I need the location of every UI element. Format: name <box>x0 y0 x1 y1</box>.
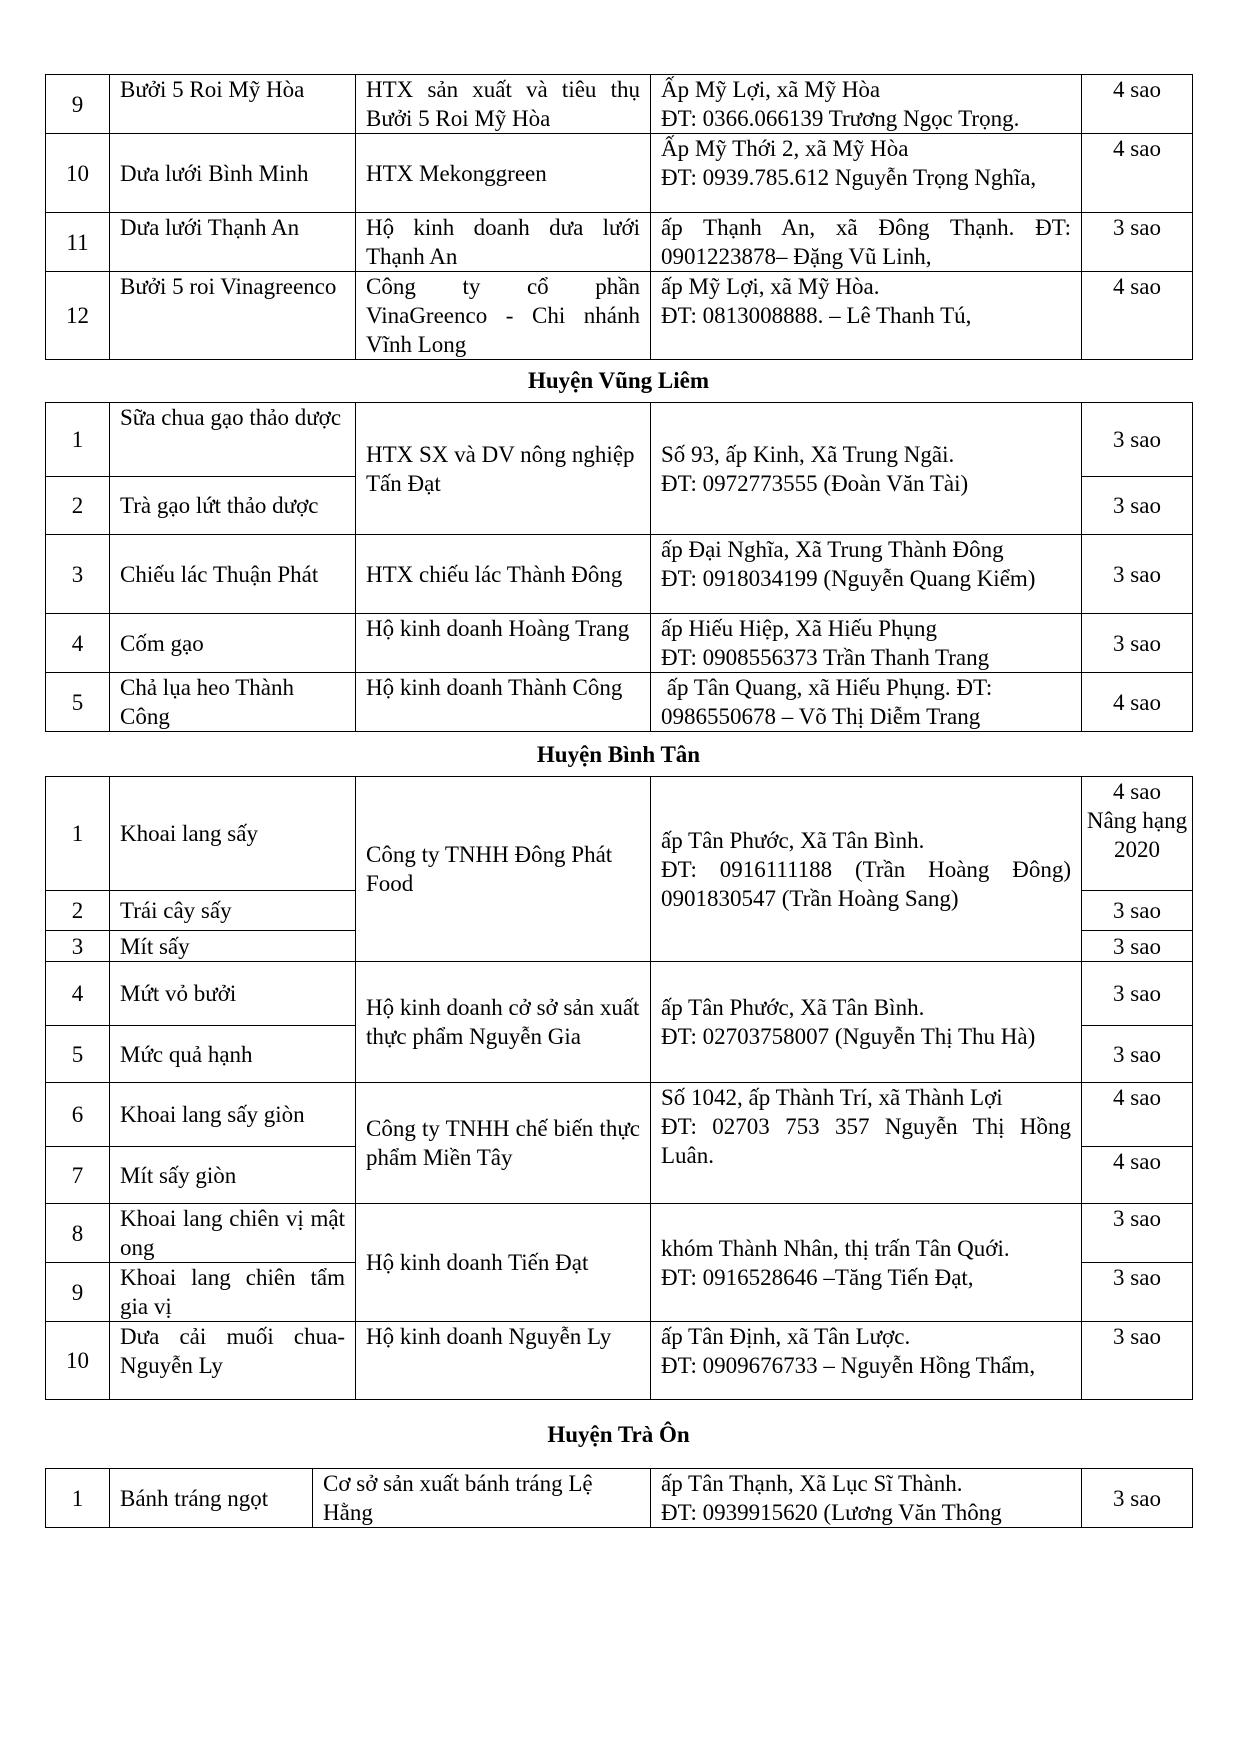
section-heading-vung-liem: Huyện Vũng Liêm <box>527 368 710 393</box>
row-number: 1 <box>46 403 110 477</box>
producer-name: Hộ kinh doanh Tiến Đạt <box>356 1204 651 1322</box>
table-row <box>46 403 1193 477</box>
product-name: Khoai lang chiên tẩm gia vị <box>110 1263 356 1322</box>
table-row <box>46 1083 1193 1147</box>
row-number: 9 <box>46 75 110 134</box>
table-row <box>46 272 1193 360</box>
table-row <box>46 134 1193 213</box>
star-rating: 3 sao <box>1082 931 1193 962</box>
product-name: Mức quả hạnh <box>110 1026 356 1083</box>
address-phone: Số 1042, ấp Thành Trí, xã Thành Lợi ĐT: 02703 753 357 Nguyễn Thị Hồng Luân. <box>651 1083 1082 1204</box>
product-name: Bánh tráng ngọt <box>110 1469 313 1528</box>
products-table-tra-on <box>45 1468 1193 1528</box>
table-row <box>46 962 1193 1026</box>
product-name: Khoai lang chiên vị mật ong <box>110 1204 356 1263</box>
star-rating: 4 sao <box>1082 673 1193 732</box>
producer-name: HTX Mekonggreen <box>356 134 651 213</box>
star-rating: 4 sao <box>1082 75 1193 134</box>
star-rating: 4 sao Nâng hạng 2020 <box>1082 777 1193 891</box>
producer-name: Công ty TNHH chế biến thực phẩm Miền Tây <box>356 1083 651 1204</box>
table-row <box>46 75 1193 134</box>
product-name: Trà gạo lứt thảo dược <box>110 477 356 535</box>
products-table-vung-liem <box>45 402 1193 732</box>
star-rating: 3 sao <box>1082 477 1193 535</box>
address-phone: ấp Tân Phước, Xã Tân Bình. ĐT: 0916111188 (Trần Hoàng Đông) 0901830547 (Trần Hoàng Sang) <box>651 777 1082 962</box>
product-name: Mứt vỏ bưởi <box>110 962 356 1026</box>
star-rating: 3 sao <box>1082 1469 1193 1528</box>
star-rating: 4 sao <box>1082 1083 1193 1147</box>
row-number: 2 <box>46 891 110 931</box>
product-name: Bưởi 5 Roi Mỹ Hòa <box>110 75 356 134</box>
product-name: Chả lụa heo Thành Công <box>110 673 356 732</box>
table-row <box>46 213 1193 272</box>
address-phone: Ấp Mỹ Lợi, xã Mỹ Hòa ĐT: 0366.066139 Trương Ngọc Trọng. <box>651 75 1082 134</box>
star-rating: 3 sao <box>1082 1204 1193 1263</box>
product-name: Bưởi 5 roi Vinagreenco <box>110 272 356 360</box>
producer-name: Công ty TNHH Đông Phát Food <box>356 777 651 962</box>
star-rating: 4 sao <box>1082 272 1193 360</box>
product-name: Mít sấy <box>110 931 356 962</box>
row-number: 6 <box>46 1083 110 1147</box>
product-name: Mít sấy giòn <box>110 1147 356 1204</box>
product-name: Dưa lưới Thạnh An <box>110 213 356 272</box>
section-heading-binh-tan: Huyện Bình Tân <box>536 742 701 767</box>
producer-name: Hộ kinh doanh Thành Công <box>356 673 651 732</box>
product-name: Khoai lang sấy <box>110 777 356 891</box>
products-table-binh-tan <box>45 776 1193 1400</box>
product-name: Chiếu lác Thuận Phát <box>110 535 356 614</box>
row-number: 5 <box>46 1026 110 1083</box>
table-row <box>46 1204 1193 1263</box>
star-rating: 3 sao <box>1082 1026 1193 1083</box>
row-number: 9 <box>46 1263 110 1322</box>
row-number: 4 <box>46 962 110 1026</box>
product-name: Sữa chua gạo thảo dược <box>110 403 356 477</box>
producer-name: Hộ kinh doanh Hoàng Trang <box>356 614 651 673</box>
producer-name: Hộ kinh doanh Nguyễn Ly <box>356 1322 651 1400</box>
star-rating: 3 sao <box>1082 962 1193 1026</box>
row-number: 10 <box>46 134 110 213</box>
table-row <box>46 777 1193 891</box>
row-number: 3 <box>46 931 110 962</box>
address-phone: khóm Thành Nhân, thị trấn Tân Quới. ĐT: 0916528646 –Tăng Tiến Đạt, <box>651 1204 1082 1322</box>
producer-name: Hộ kinh doanh cở sở sản xuất thực phẩm Nguyễn Gia <box>356 962 651 1083</box>
document-page <box>45 74 1192 1528</box>
address-phone: Số 93, ấp Kinh, Xã Trung Ngãi. ĐT: 0972773555 (Đoàn Văn Tài) <box>651 403 1082 535</box>
table-row <box>46 614 1193 673</box>
row-number: 12 <box>46 272 110 360</box>
address-phone: Ấp Mỹ Thới 2, xã Mỹ Hòa ĐT: 0939.785.612 Nguyễn Trọng Nghĩa, <box>651 134 1082 213</box>
address-phone: ấp Tân Phước, Xã Tân Bình. ĐT: 02703758007 (Nguyễn Thị Thu Hà) <box>651 962 1082 1083</box>
product-name: Khoai lang sấy giòn <box>110 1083 356 1147</box>
table-row <box>46 673 1193 732</box>
address-phone: ấp Tân Quang, xã Hiếu Phụng. ĐT: 0986550678 – Võ Thị Diễm Trang <box>651 673 1082 732</box>
table-row <box>46 1469 1193 1528</box>
address-phone: ấp Đại Nghĩa, Xã Trung Thành Đông ĐT: 0918034199 (Nguyễn Quang Kiểm) <box>651 535 1082 614</box>
star-rating: 3 sao <box>1082 1322 1193 1400</box>
address-phone: ấp Thạnh An, xã Đông Thạnh. ĐT: 0901223878– Đặng Vũ Linh, <box>651 213 1082 272</box>
producer-name: HTX sản xuất và tiêu thụ Bưởi 5 Roi Mỹ Hòa <box>356 75 651 134</box>
product-name: Cốm gạo <box>110 614 356 673</box>
star-rating: 3 sao <box>1082 213 1193 272</box>
row-number: 7 <box>46 1147 110 1204</box>
star-rating: 3 sao <box>1082 891 1193 931</box>
row-number: 5 <box>46 673 110 732</box>
product-name: Dưa cải muối chua- Nguyễn Ly <box>110 1322 356 1400</box>
row-number: 11 <box>46 213 110 272</box>
row-number: 2 <box>46 477 110 535</box>
producer-name: HTX chiếu lác Thành Đông <box>356 535 651 614</box>
star-rating: 3 sao <box>1082 614 1193 673</box>
producer-name: HTX SX và DV nông nghiệp Tấn Đạt <box>356 403 651 535</box>
producer-name: Hộ kinh doanh dưa lưới Thạnh An <box>356 213 651 272</box>
address-phone: ấp Tân Định, xã Tân Lược. ĐT: 0909676733 – Nguyễn Hồng Thẩm, <box>651 1322 1082 1400</box>
row-number: 3 <box>46 535 110 614</box>
row-number: 10 <box>46 1322 110 1400</box>
star-rating: 4 sao <box>1082 134 1193 213</box>
table-row <box>46 1322 1193 1400</box>
section-heading-tra-on: Huyện Trà Ôn <box>547 1422 690 1447</box>
address-phone: ấp Hiếu Hiệp, Xã Hiếu Phụng ĐT: 0908556373 Trần Thanh Trang <box>651 614 1082 673</box>
address-phone: ấp Tân Thạnh, Xã Lục Sĩ Thành. ĐT: 0939915620 (Lương Văn Thông <box>651 1469 1082 1528</box>
star-rating: 4 sao <box>1082 1147 1193 1204</box>
star-rating: 3 sao <box>1082 535 1193 614</box>
row-number: 1 <box>46 777 110 891</box>
table-row <box>46 535 1193 614</box>
row-number: 4 <box>46 614 110 673</box>
product-name: Dưa lưới Bình Minh <box>110 134 356 213</box>
star-rating: 3 sao <box>1082 1263 1193 1322</box>
address-phone: ấp Mỹ Lợi, xã Mỹ Hòa. ĐT: 0813008888. – Lê Thanh Tú, <box>651 272 1082 360</box>
producer-name: Cơ sở sản xuất bánh tráng Lệ Hằng <box>313 1469 651 1528</box>
product-name: Trái cây sấy <box>110 891 356 931</box>
producer-name: Công ty cổ phần VinaGreenco - Chi nhánh Vĩnh Long <box>356 272 651 360</box>
star-rating: 3 sao <box>1082 403 1193 477</box>
products-table-top <box>45 74 1193 360</box>
row-number: 1 <box>46 1469 110 1528</box>
row-number: 8 <box>46 1204 110 1263</box>
